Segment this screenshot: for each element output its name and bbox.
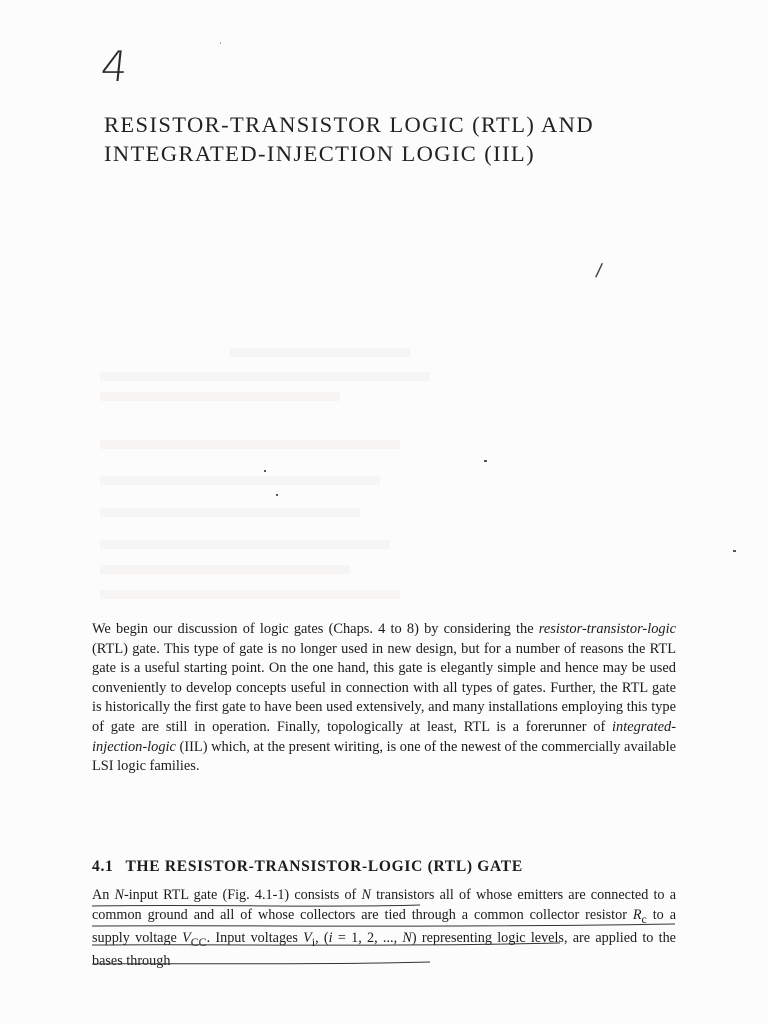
intro-text: (IIL) which, at the present wiriting, is one of the newest of the commercially available LSI logic families. — [92, 738, 676, 775]
section-text: = 1, 2, ..., — [332, 929, 403, 946]
math-var: N — [402, 929, 412, 946]
chapter-title-line-1: RESISTOR-TRANSISTOR LOGIC (RTL) AND — [104, 112, 594, 137]
math-var: V — [182, 929, 191, 946]
section-text: ) representing logic levels, are applied to the bases through — [92, 929, 676, 970]
underline-mark — [92, 943, 560, 945]
math-sub: i — [311, 934, 316, 949]
intro-text: We begin our discussion of logic gates (Chaps. 4 to 8) by considering the — [92, 621, 539, 637]
math-var: N — [361, 887, 371, 903]
section-text: -input RTL gate (Fig. 4.1-1) consists of — [124, 887, 362, 903]
section-text: . Input voltages — [206, 929, 304, 946]
section-text: , ( — [315, 929, 329, 946]
chapter-title-line-2: INTEGRATED-INJECTION LOGIC (IIL) — [104, 141, 535, 166]
section-text: transistors all of whose emitters are connected to a common ground and all of whose collectors are tied through a common collector resistor — [92, 887, 676, 923]
section-text: An — [92, 887, 115, 903]
math-var: i — [328, 929, 333, 946]
intro-text: (RTL) gate. This type of gate is no longer used in new design, but for a number of reasons the RTL gate is a useful starting point. On the one hand, this gate is elegantly simple and hence may be used conveniently to develop concepts useful in connection with all types of gates. Further, the RTL gate is historically the first gate to have been used extensively, and many installations employing this type of gate are still in operation. Finally, topologically at least, RTL is a forerunner of — [92, 640, 676, 735]
math-sub: c — [641, 911, 647, 926]
section-title: THE RESISTOR-TRANSISTOR-LOGIC (RTL) GATE — [125, 858, 523, 875]
chapter-number: 4 — [98, 42, 131, 91]
intro-term-iil: integrated-injection-logic — [92, 718, 676, 755]
underline-mark — [92, 924, 675, 926]
intro-term-rtl: resistor-transistor-logic — [538, 621, 676, 637]
section-text: to a supply voltage — [92, 906, 676, 946]
underline-mark — [92, 962, 430, 964]
math-var: R — [632, 906, 642, 923]
math-var: N — [114, 887, 124, 903]
stray-pen-mark: / — [594, 259, 604, 282]
math-sub: CC — [190, 934, 207, 949]
math-var: V — [303, 929, 312, 946]
underline-mark — [92, 905, 420, 906]
section-number: 4.1 — [92, 858, 114, 875]
